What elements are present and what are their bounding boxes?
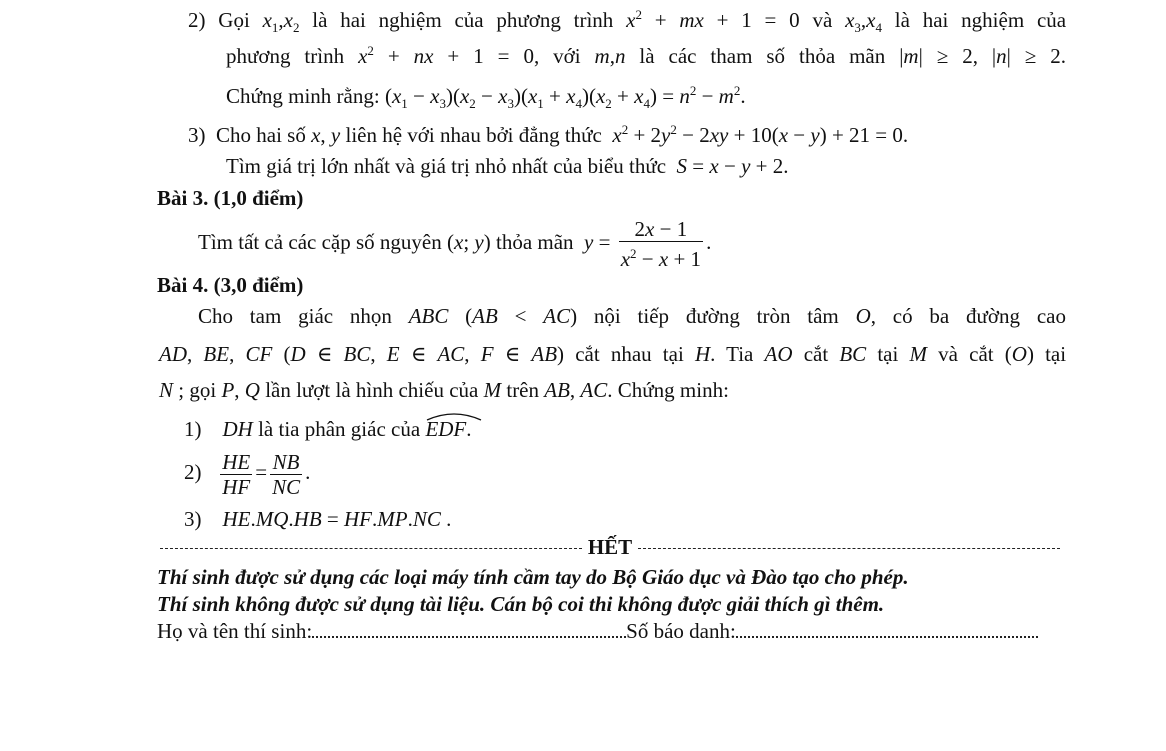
q2-line3: Chứng minh rằng: $(x_1 - x_3)(x_2 - x_3)(x_1 + x_4)(x_2 + x_4) = n^2 - m^2$. bbox=[226, 83, 746, 112]
q2-line1: 2) Gọi $x_1,x_2$ là hai nghiệm của phương trình $x^2$ + mx + 1 = 0 và $x_3,x_4$ là hai nghiệm của bbox=[188, 7, 1067, 36]
note-2: Thí sinh không được sử dụng tài liệu. Cán bộ coi thi không được giải thích gì thêm. bbox=[157, 592, 885, 616]
het-label: HẾT bbox=[587, 535, 633, 559]
id-label: Số báo danh: bbox=[626, 619, 736, 643]
separator-left bbox=[160, 548, 582, 549]
bai3-text: Tìm tất cả các cặp số nguyên (x; y) thỏa mãn y = $\frac{2x - 1}{x^2 - x + 1}$ . bbox=[198, 217, 712, 272]
bai4-line2: AD, BE, CF (D ∈ BC, E ∈ AC, F ∈ AB) cắt nhau tại H. Tia AO cắt BC tại M và cắt (O) tại bbox=[159, 342, 1067, 366]
q3-line2: Tìm giá trị lớn nhất và giá trị nhỏ nhất của biểu thức S = x − y + 2. bbox=[226, 154, 789, 178]
end-separator bbox=[160, 536, 1060, 558]
bai4-s2: 2) $\frac{HE}{HF}$ = $\frac{NB}{NC}$ . bbox=[184, 449, 311, 499]
bai3-title: Bài 3. (1,0 điểm) bbox=[157, 186, 304, 210]
name-blank bbox=[312, 636, 626, 638]
bai4-s3: 3) HE.MQ.HB = HF.MP.NC . bbox=[184, 507, 452, 531]
q3-line1: 3) Cho hai số x, y liên hệ với nhau bởi đẳng thức $x^2 + 2y^2 - 2xy + 10(x - y) + 21 = 0$. bbox=[188, 122, 909, 147]
note-1: Thí sinh được sử dụng các loại máy tính cầm tay do Bộ Giáo dục và Đào tạo cho phép. bbox=[157, 565, 909, 589]
bai4-line1: Cho tam giác nhọn ABC (AB < AC) nội tiếp đường tròn tâm O, có ba đường cao bbox=[198, 304, 1066, 328]
name-label: Họ và tên thí sinh: bbox=[157, 619, 313, 643]
candidate-line bbox=[157, 618, 1038, 644]
q2-line2: phương trình $x^2$ + nx + 1 = 0, với m,n là các tham số thỏa mãn |m| ≥ 2, |n| ≥ 2. bbox=[226, 43, 1067, 68]
bai4-s1: 1) DH là tia phân giác của EDF. bbox=[184, 416, 472, 442]
arc-edf: EDF bbox=[425, 416, 466, 442]
separator-right bbox=[638, 548, 1060, 549]
id-blank bbox=[736, 636, 1038, 638]
bai4-title: Bài 4. (3,0 điểm) bbox=[157, 273, 304, 297]
bai4-line3: N ; gọi P, Q lần lượt là hình chiếu của M trên AB, AC. Chứng minh: bbox=[159, 378, 729, 402]
